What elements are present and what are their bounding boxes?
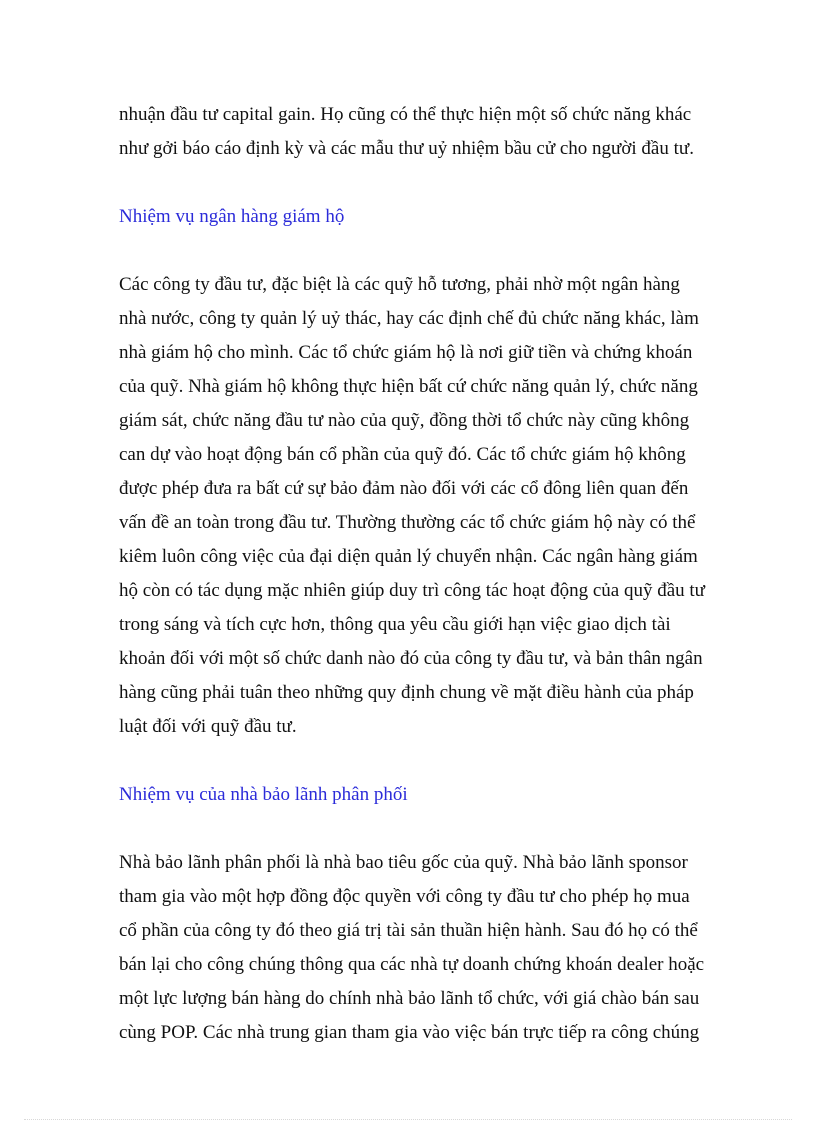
text-line: trong sáng và tích cực hơn, thông qua yêu cầu giới hạn việc giao dịch tài: [119, 614, 671, 635]
paragraph-3: [119, 846, 704, 1050]
text-line: nhà giám hộ cho mình. Các tổ chức giám hộ là nơi giữ tiền và chứng khoán: [119, 342, 693, 363]
text-line: hàng cũng phải tuân theo những quy định chung về mặt điều hành của pháp: [119, 682, 694, 703]
paragraph-spacer: [119, 166, 704, 200]
section-heading-custodian-bank: Nhiệm vụ ngân hàng giám hộ: [119, 206, 345, 227]
text-line: luật đối với quỹ đầu tư.: [119, 716, 297, 737]
document-body: [119, 98, 704, 1050]
text-line: cùng POP. Các nhà trung gian tham gia vào việc bán trực tiếp ra công chúng: [119, 1022, 700, 1043]
text-line: nhà nước, công ty quản lý uỷ thác, hay các định chế đủ chức năng khác, làm: [119, 308, 699, 329]
page-bottom-border: [24, 1119, 792, 1120]
text-line: của quỹ. Nhà giám hộ không thực hiện bất cứ chức năng quản lý, chức năng: [119, 376, 698, 397]
text-line: một lực lượng bán hàng do chính nhà bảo lãnh tổ chức, với giá chào bán sau: [119, 988, 700, 1009]
text-line: Các công ty đầu tư, đặc biệt là các quỹ hỗ tương, phải nhờ một ngân hàng: [119, 274, 680, 295]
text-line: hộ còn có tác dụng mặc nhiên giúp duy trì công tác hoạt động của quỹ đầu tư: [119, 580, 705, 601]
paragraph-spacer: [119, 744, 704, 778]
text-line: tham gia vào một hợp đồng độc quyền với công ty đầu tư cho phép họ mua: [119, 886, 690, 907]
text-line: vấn đề an toàn trong đầu tư. Thường thường các tổ chức giám hộ này có thể: [119, 512, 696, 533]
paragraph-spacer: [119, 234, 704, 268]
paragraph-2: [119, 268, 704, 744]
text-line: như gởi báo cáo định kỳ và các mẫu thư uỷ nhiệm bầu cử cho người đầu tư.: [119, 138, 694, 159]
text-line: nhuận đầu tư capital gain. Họ cũng có thể thực hiện một số chức năng khác: [119, 104, 692, 125]
text-line: Nhà bảo lãnh phân phối là nhà bao tiêu gốc của quỹ. Nhà bảo lãnh sponsor: [119, 852, 688, 873]
text-line: kiêm luôn công việc của đại diện quản lý chuyển nhận. Các ngân hàng giám: [119, 546, 698, 567]
text-line: can dự vào hoạt động bán cổ phần của quỹ đó. Các tổ chức giám hộ không: [119, 444, 686, 465]
section-heading-distributor: Nhiệm vụ của nhà bảo lãnh phân phối: [119, 784, 408, 805]
paragraph-spacer: [119, 812, 704, 846]
text-line: khoản đối với một số chức danh nào đó của công ty đầu tư, và bản thân ngân: [119, 648, 703, 669]
text-line: được phép đưa ra bất cứ sự bảo đảm nào đối với các cổ đông liên quan đến: [119, 478, 689, 499]
text-line: bán lại cho công chúng thông qua các nhà tự doanh chứng khoán dealer hoặc: [119, 954, 705, 975]
paragraph-1: [119, 98, 704, 166]
text-line: giám sát, chức năng đầu tư nào của quỹ, đồng thời tổ chức này cũng không: [119, 410, 690, 431]
text-line: cổ phần của công ty đó theo giá trị tài sản thuần hiện hành. Sau đó họ có thể: [119, 920, 698, 941]
